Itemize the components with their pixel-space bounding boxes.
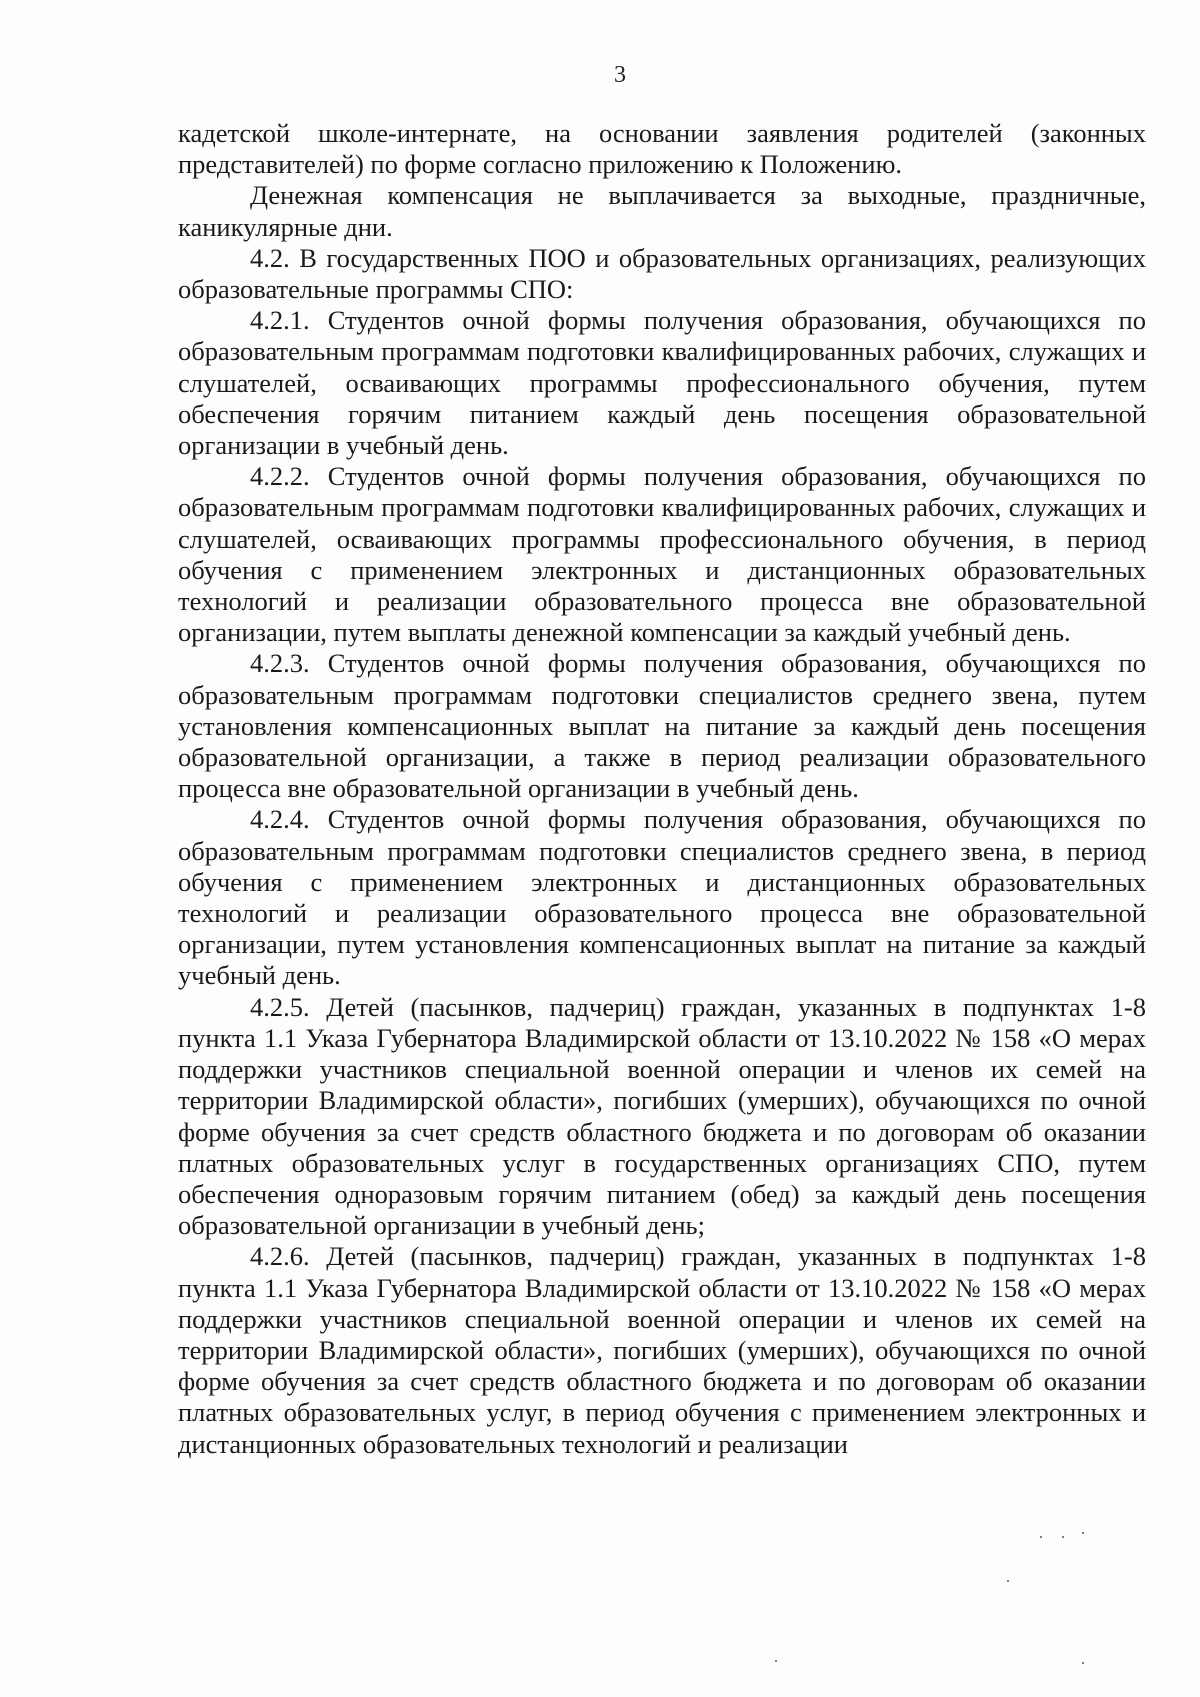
paragraph-4-2-1: 4.2.1. Студентов очной формы получения образования, обучающихся по образовательным программам подготовки квалифицированных рабочих, служащих и слушателей, осваивающих программы профессионального обучения, путем обеспечения горячим питанием каждый день посещения образовательной организации в учебный день. xyxy=(178,305,1146,461)
document-body xyxy=(178,118,1146,1460)
scan-speck xyxy=(1040,1536,1042,1538)
paragraph-continuation: кадетской школе-интернате, на основании заявления родителей (законных представителей) по форме согласно приложению к Положению. xyxy=(178,118,1146,180)
page-number: 3 xyxy=(614,62,626,88)
scan-speck xyxy=(775,1660,777,1662)
scan-speck xyxy=(1062,1536,1064,1538)
paragraph-4-2-5: 4.2.5. Детей (пасынков, падчериц) граждан, указанных в подпунктах 1-8 пункта 1.1 Указа Губернатора Владимирской области от 13.10.2022 № 158 «О мерах поддержки участников специальной военной операции и членов их семей на территории Владимирской области», погибших (умерших), обучающихся по очной форме обучения за счет средств областного бюджета и по договорам об оказании платных образовательных услуг в государственных организациях СПО, путем обеспечения одноразовым горячим питанием (обед) за каждый день посещения образовательной организации в учебный день; xyxy=(178,991,1146,1241)
scan-speck xyxy=(1007,1580,1009,1582)
paragraph-4-2-6: 4.2.6. Детей (пасынков, падчериц) граждан, указанных в подпунктах 1-8 пункта 1.1 Указа Губернатора Владимирской области от 13.10.2022 № 158 «О мерах поддержки участников специальной военной операции и членов их семей на территории Владимирской области», погибших (умерших), обучающихся по очной форме обучения за счет средств областного бюджета и по договорам об оказании платных образовательных услуг, в период обучения с применением электронных и дистанционных образовательных технологий и реализации xyxy=(178,1241,1146,1459)
scan-speck xyxy=(1082,1532,1084,1534)
paragraph-compensation-note: Денежная компенсация не выплачивается за выходные, праздничные, каникулярные дни. xyxy=(178,180,1146,242)
paragraph-4-2-2: 4.2.2. Студентов очной формы получения образования, обучающихся по образовательным программам подготовки квалифицированных рабочих, служащих и слушателей, осваивающих программы профессионального обучения, в период обучения с применением электронных и дистанционных образовательных технологий и реализации образовательного процесса вне образовательной организации, путем выплаты денежной компенсации за каждый учебный день. xyxy=(178,461,1146,648)
scan-speck xyxy=(1082,1662,1084,1664)
paragraph-4-2-4: 4.2.4. Студентов очной формы получения образования, обучающихся по образовательным программам подготовки специалистов среднего звена, в период обучения с применением электронных и дистанционных образовательных технологий и реализации образовательного процесса вне образовательной организации, путем установления компенсационных выплат на питание за каждый учебный день. xyxy=(178,804,1146,991)
paragraph-4-2-3: 4.2.3. Студентов очной формы получения образования, обучающихся по образовательным программам подготовки специалистов среднего звена, путем установления компенсационных выплат на питание за каждый день посещения образовательной организации, а также в период реализации образовательного процесса вне образовательной организации в учебный день. xyxy=(178,648,1146,804)
paragraph-4-2: 4.2. В государственных ПОО и образовательных организациях, реализующих образовательные программы СПО: xyxy=(178,242,1146,305)
